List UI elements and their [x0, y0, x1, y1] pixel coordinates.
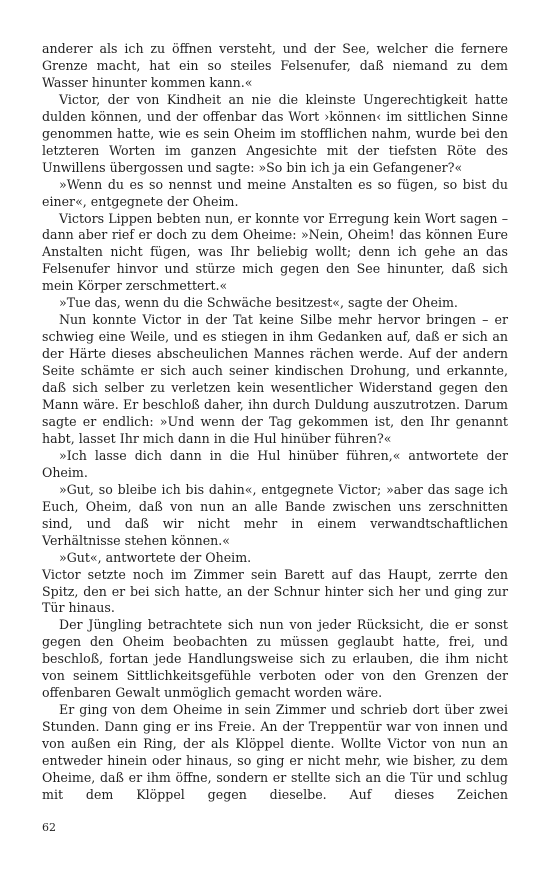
paragraph-7: »Ich lasse dich dann in die Hul hinüber führen,« antwortete der Oheim.	[42, 447, 508, 480]
paragraph-2: Victor, der von Kindheit an nie die kleinste Ungerechtigkeit hatte dulden können, und der offenbar das Wort ›können‹ im sittlichen Sinne genommen hatte, wie es sein Oheim im stofflichen nahm, wurde bei den letzteren Worten im ganzen Angesichte mit der tiefsten Röte des Unwillens übergossen und sagte: »So bin ich ja ein Gefangener?«	[42, 91, 508, 175]
paragraph-3: »Wenn du es so nennst und meine Anstalten es so fügen, so bist du einer«, entgegnete der Oheim.	[42, 176, 508, 209]
paragraph-5: »Tue das, wenn du die Schwäche besitzest«, sagte der Oheim.	[59, 295, 458, 311]
paragraph-10: Victor setzte noch im Zimmer sein Barett auf das Haupt, zerrte den Spitz, den er bei sich hatte, an der Schnur hinter sich her und ging zur Tür hinaus.	[42, 566, 508, 616]
book-page-text	[42, 41, 508, 804]
page-number: 62	[42, 821, 56, 834]
paragraph-11: Der Jüngling betrachtete sich nun von jeder Rücksicht, die er sonst gegen den Oheim beobachten zu müssen geglaubt hatte, frei, und beschloß, fortan jede Handlungsweise sich zu erlauben, die ihm nicht von seinem Sittlichkeitsgefühle verboten oder von den Grenzen der offenbaren Gewalt unmöglich gemacht worden wäre.	[42, 617, 508, 701]
paragraph-1: anderer als ich zu öffnen versteht, und der See, welcher die fernere Grenze macht, hat ein so steiles Felsenufer, daß niemand zu dem Wasser hinunter kommen kann.«	[42, 41, 508, 90]
paragraph-12: Er ging von dem Oheime in sein Zimmer und schrieb dort über zwei Stunden. Dann ging er ins Freie. An der Treppentür war von innen und von außen ein Ring, der als Klöppel diente. Wollte Victor von nun an entweder hinein oder hinaus, so ging er nicht mehr, wie bisher, zu dem Oheime, daß er ihm öffne, sondern er stellte sich an die Tür und schlug mit dem Klöppel gegen dieselbe. Auf dieses Zeichen	[42, 702, 508, 802]
paragraph-6: Nun konnte Victor in der Tat keine Silbe mehr hervor bringen – er schwieg eine Weile, und es stiegen in ihm Gedanken auf, daß er sich an der Härte dieses abscheulichen Mannes rächen werde. Auf der andern Seite schämte er sich auch seiner kindischen Drohung, und erkannte, daß sich selber zu verletzen kein wesentlicher Widerstand gegen den Mann wäre. Er beschloß daher, ihn durch Duldung auszutrotzen. Darum sagte er endlich: »Und wenn der Tag gekommen ist, den Ihr genannt habt, lasset Ihr mich dann in die Hul hinüber führen?«	[42, 312, 508, 446]
paragraph-9: »Gut«, antwortete der Oheim.	[59, 549, 252, 565]
paragraph-4: Victors Lippen bebten nun, er konnte vor Erregung kein Wort sagen – dann aber rief er doch zu dem Oheime: »Nein, Oheim! das können Eure Anstalten nicht fügen, was Ihr beliebig wollt; denn ich gehe an das Felsenufer hinvor und stürze mich gegen den See hinunter, daß sich mein Körper zerschmettert.«	[42, 210, 508, 294]
paragraph-8: »Gut, so bleibe ich bis dahin«, entgegnete Victor; »aber das sage ich Euch, Oheim, daß von nun an alle Bande zwischen uns zerschnitten sind, und daß wir nicht mehr in einem verwandtschaftlichen Verhältnisse stehen können.«	[42, 481, 508, 548]
